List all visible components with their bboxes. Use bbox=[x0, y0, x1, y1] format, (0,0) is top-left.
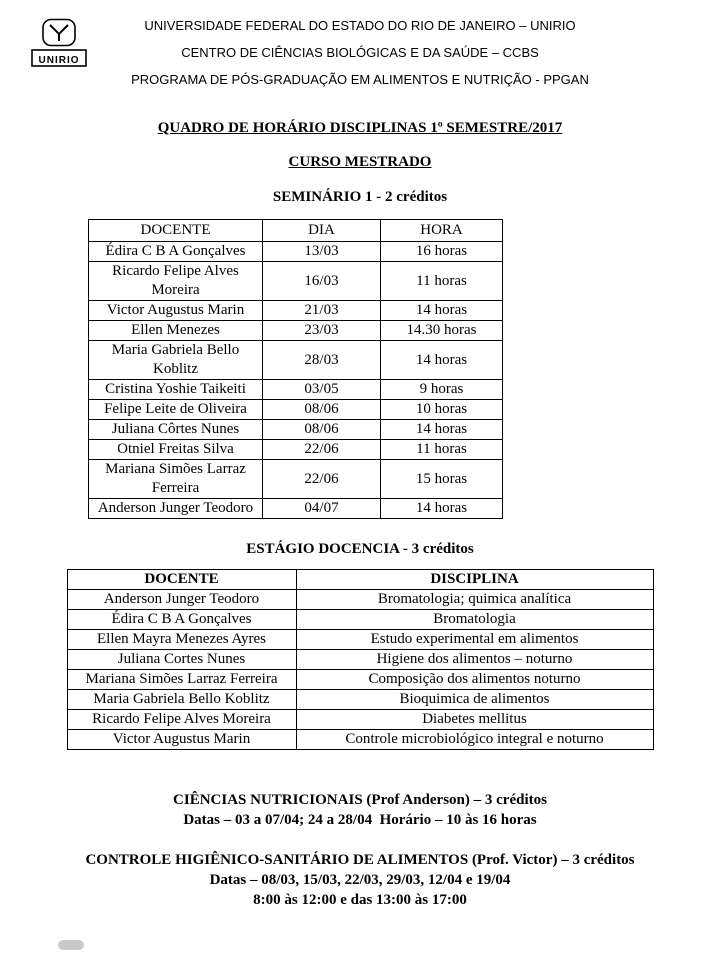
table-cell: Ricardo Felipe Alves Moreira bbox=[89, 262, 263, 301]
table-cell: 11 horas bbox=[381, 262, 503, 301]
document-title: QUADRO DE HORÁRIO DISCIPLINAS 1º SEMESTRE/2017 bbox=[157, 120, 563, 136]
table-cell: 13/03 bbox=[263, 242, 381, 262]
estagio-section-title: ESTÁGIO DOCENCIA - 3 créditos bbox=[246, 541, 474, 557]
column-header: DISCIPLINA bbox=[296, 570, 653, 590]
table-row bbox=[89, 440, 503, 460]
column-header: DOCENTE bbox=[89, 220, 263, 242]
table-cell: Mariana Simões Larraz Ferreira bbox=[67, 670, 296, 690]
table-cell: Maria Gabriela Bello Koblitz bbox=[89, 341, 263, 380]
table-cell: Bromatologia bbox=[296, 610, 653, 630]
table-cell: Controle microbiológico integral e noturno bbox=[296, 730, 653, 750]
controle-higienico-title: CONTROLE HIGIÊNICO-SANITÁRIO DE ALIMENTOS (Prof. Victor) – 3 créditos bbox=[85, 852, 635, 868]
table-cell: Victor Augustus Marin bbox=[67, 730, 296, 750]
table-cell: Ricardo Felipe Alves Moreira bbox=[67, 710, 296, 730]
table-cell: Juliana Côrtes Nunes bbox=[89, 420, 263, 440]
table-cell: 10 horas bbox=[381, 400, 503, 420]
seminar-table-body bbox=[89, 242, 503, 519]
table-row bbox=[89, 460, 503, 499]
controle-higienico-hours: 8:00 às 12:00 e das 13:00 às 17:00 bbox=[253, 892, 467, 908]
letterhead-lines bbox=[0, 12, 720, 93]
table-row bbox=[89, 341, 503, 380]
table-cell: Édira C B A Gonçalves bbox=[89, 242, 263, 262]
table-row bbox=[67, 670, 653, 690]
table-cell: Édira C B A Gonçalves bbox=[67, 610, 296, 630]
estagio-table-body bbox=[67, 590, 653, 750]
table-cell: Bromatologia; quimica analítica bbox=[296, 590, 653, 610]
table-cell: 16 horas bbox=[381, 242, 503, 262]
table-cell: Maria Gabriela Bello Koblitz bbox=[67, 690, 296, 710]
table-row bbox=[67, 590, 653, 610]
table-cell: 03/05 bbox=[263, 380, 381, 400]
table-row bbox=[89, 242, 503, 262]
table-cell: Anderson Junger Teodoro bbox=[67, 590, 296, 610]
seminar-table-header-row bbox=[89, 220, 503, 242]
letterhead-line-center: CENTRO DE CIÊNCIAS BIOLÓGICAS E DA SAÚDE – CCBS bbox=[181, 45, 539, 60]
table-row bbox=[67, 630, 653, 650]
column-header: DOCENTE bbox=[67, 570, 296, 590]
column-header: HORA bbox=[381, 220, 503, 242]
table-cell: Cristina Yoshie Taikeiti bbox=[89, 380, 263, 400]
table-row bbox=[67, 650, 653, 670]
letterhead bbox=[0, 0, 720, 96]
table-cell: 08/06 bbox=[263, 400, 381, 420]
table-cell: Ellen Mayra Menezes Ayres bbox=[67, 630, 296, 650]
table-cell: 15 horas bbox=[381, 460, 503, 499]
ciencias-nutricionais-title: CIÊNCIAS NUTRICIONAIS (Prof Anderson) – 3 créditos bbox=[173, 792, 547, 808]
table-cell: 11 horas bbox=[381, 440, 503, 460]
table-cell: Otniel Freitas Silva bbox=[89, 440, 263, 460]
table-cell: 22/06 bbox=[263, 440, 381, 460]
table-cell: Estudo experimental em alimentos bbox=[296, 630, 653, 650]
table-row bbox=[89, 380, 503, 400]
estagio-table bbox=[67, 569, 654, 750]
table-cell: 04/07 bbox=[263, 499, 381, 519]
table-cell: 9 horas bbox=[381, 380, 503, 400]
seminar-table bbox=[88, 219, 503, 519]
table-cell: Diabetes mellitus bbox=[296, 710, 653, 730]
table-cell: 08/06 bbox=[263, 420, 381, 440]
table-row bbox=[89, 420, 503, 440]
notes-section bbox=[0, 790, 720, 910]
table-row bbox=[67, 710, 653, 730]
table-cell: Bioquimica de alimentos bbox=[296, 690, 653, 710]
estagio-table-header-row bbox=[67, 570, 653, 590]
ciencias-nutricionais-dates: Datas – 03 a 07/04; 24 a 28/04 Horário – 10 às 16 horas bbox=[183, 812, 537, 828]
course-title: CURSO MESTRADO bbox=[288, 154, 432, 170]
table-cell: Mariana Simões Larraz Ferreira bbox=[89, 460, 263, 499]
column-header: DIA bbox=[263, 220, 381, 242]
table-cell: 14 horas bbox=[381, 301, 503, 321]
table-row bbox=[89, 262, 503, 301]
table-row bbox=[89, 301, 503, 321]
letterhead-line-university: UNIVERSIDADE FEDERAL DO ESTADO DO RIO DE JANEIRO – UNIRIO bbox=[144, 18, 576, 33]
table-row bbox=[67, 690, 653, 710]
letterhead-line-program: PROGRAMA DE PÓS-GRADUAÇÃO EM ALIMENTOS E NUTRIÇÃO - PPGAN bbox=[131, 72, 589, 87]
table-cell: 22/06 bbox=[263, 460, 381, 499]
table-cell: Composição dos alimentos noturno bbox=[296, 670, 653, 690]
seminar-section-title: SEMINÁRIO 1 - 2 créditos bbox=[272, 189, 448, 205]
table-cell: 14.30 horas bbox=[381, 321, 503, 341]
horizontal-scrollbar-thumb[interactable] bbox=[58, 940, 84, 950]
table-row bbox=[67, 730, 653, 750]
controle-higienico-dates: Datas – 08/03, 15/03, 22/03, 29/03, 12/04 e 19/04 bbox=[209, 872, 511, 888]
table-row bbox=[89, 321, 503, 341]
table-cell: Felipe Leite de Oliveira bbox=[89, 400, 263, 420]
table-cell: Anderson Junger Teodoro bbox=[89, 499, 263, 519]
table-cell: Victor Augustus Marin bbox=[89, 301, 263, 321]
table-row bbox=[89, 400, 503, 420]
unirio-logo-text: UNIRIO bbox=[38, 55, 80, 66]
unirio-logo bbox=[28, 18, 90, 70]
table-cell: 14 horas bbox=[381, 499, 503, 519]
table-cell: Juliana Cortes Nunes bbox=[67, 650, 296, 670]
table-cell: 23/03 bbox=[263, 321, 381, 341]
table-cell: 28/03 bbox=[263, 341, 381, 380]
table-row bbox=[89, 499, 503, 519]
table-row bbox=[67, 610, 653, 630]
table-cell: Higiene dos alimentos – noturno bbox=[296, 650, 653, 670]
table-cell: 21/03 bbox=[263, 301, 381, 321]
table-cell: Ellen Menezes bbox=[89, 321, 263, 341]
table-cell: 14 horas bbox=[381, 341, 503, 380]
table-cell: 16/03 bbox=[263, 262, 381, 301]
table-cell: 14 horas bbox=[381, 420, 503, 440]
